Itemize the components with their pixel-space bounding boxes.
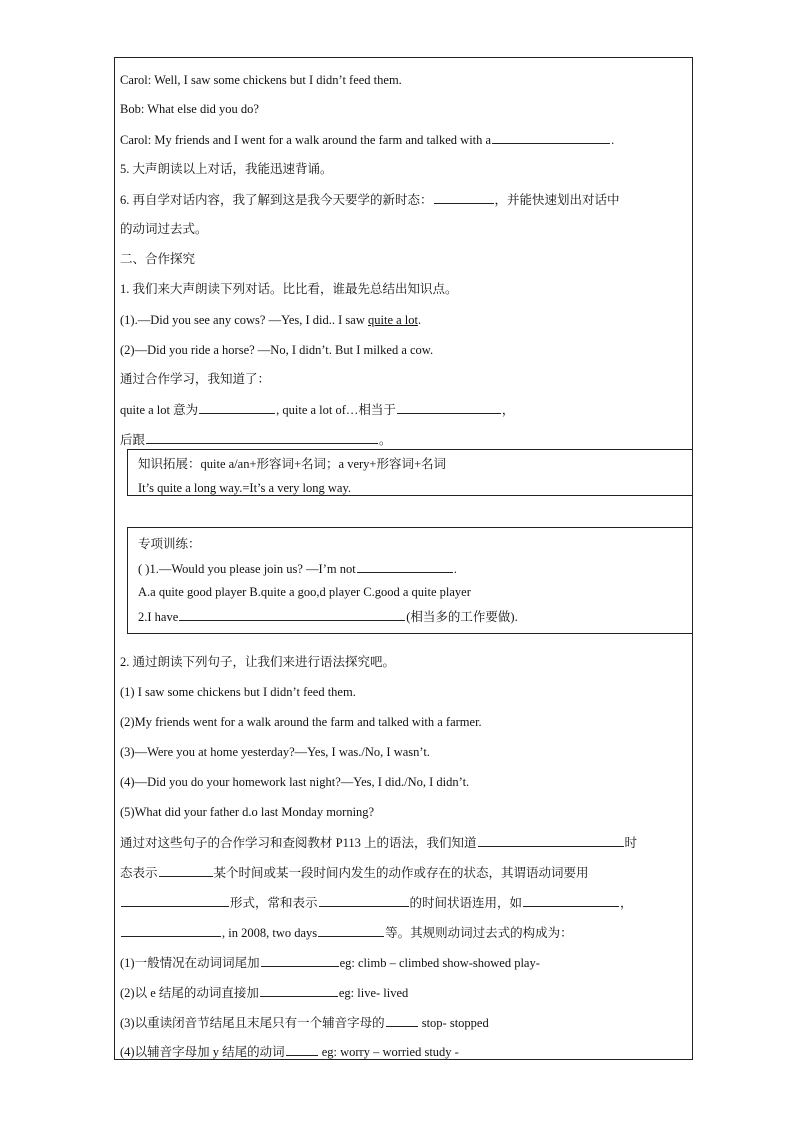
- rule-4: (4)以辅音字母加 y 结尾的动词 eg: worry – worried study -: [120, 1045, 459, 1059]
- rule-2: (2)以 e 结尾的动词直接加 eg: live- lived: [120, 986, 409, 1000]
- answer-blank[interactable]: [318, 924, 384, 937]
- dialogue-line-bob: Bob: What else did you do?: [120, 102, 259, 116]
- answer-blank[interactable]: [179, 608, 405, 621]
- special-training-box: [127, 527, 693, 634]
- dialogue-1: (1).—Did you see any cows? —Yes, I did.. I saw quite a lot.: [120, 313, 422, 327]
- grammar-para-4: , in 2008, two days 等。其规则动词过去式的构成为：: [120, 924, 573, 941]
- answer-blank[interactable]: [478, 834, 624, 847]
- answer-blank[interactable]: [199, 401, 275, 414]
- grammar-para-3: 形式，常和表示 的时间状语连用，如 ，: [120, 894, 633, 911]
- task-5: 5. 大声朗读以上对话，我能迅速背诵。: [120, 162, 333, 176]
- training-options: A.a quite good player B.quite a goo,d player C.good a quite player: [138, 585, 471, 599]
- knowledge-extension-box: [127, 449, 693, 496]
- answer-blank[interactable]: [492, 131, 610, 144]
- sentence-1: (1) I saw some chickens but I didn’t feed them.: [120, 685, 356, 699]
- task-6-cont: 的动词过去式。: [120, 222, 208, 236]
- answer-blank[interactable]: [434, 191, 494, 204]
- answer-blank[interactable]: [397, 401, 501, 414]
- question-2: 2. 通过朗读下列句子，让我们来进行语法探究吧。: [120, 655, 396, 669]
- answer-blank[interactable]: [386, 1014, 418, 1027]
- section-2-title: 二、合作探究: [120, 252, 196, 266]
- training-q1: ( )1.—Would you please join us? —I’m not .: [138, 562, 457, 576]
- extension-line-2: It’s quite a long way.=It’s a very long way.: [138, 481, 352, 495]
- training-title: 专项训练：: [138, 537, 201, 551]
- answer-blank[interactable]: [319, 894, 409, 907]
- dialogue-2: (2)—Did you ride a horse? —No, I didn’t. But I milked a cow.: [120, 343, 434, 357]
- dialogue-line-carol-1: Carol: Well, I saw some chickens but I didn’t feed them.: [120, 73, 402, 87]
- answer-blank[interactable]: [260, 984, 338, 997]
- sentence-4: (4)—Did you do your homework last night?—Yes, I did./No, I didn’t.: [120, 775, 470, 789]
- follow-line: 后跟 。: [120, 433, 392, 447]
- question-1: 1. 我们来大声朗读下列对话。比比看，谁最先总结出知识点。: [120, 282, 458, 296]
- task-6: 6. 再自学对话内容，我了解到这是我今天要学的新时态： ，并能快速划出对话中: [120, 193, 620, 207]
- grammar-para-1: 通过对这些句子的合作学习和查阅教材 P113 上的语法，我们知道 时: [120, 836, 638, 850]
- rule-3: (3)以重读闭音节结尾且末尾只有一个辅音字母的 stop- stopped: [120, 1016, 489, 1030]
- grammar-para-2: 态表示 某个时间或某一段时间内发生的动作或存在的状态，其谓语动词要用: [120, 866, 589, 880]
- answer-blank[interactable]: [286, 1043, 318, 1056]
- training-q2: 2.I have (相当多的工作要做).: [138, 610, 518, 624]
- answer-blank[interactable]: [523, 894, 619, 907]
- learned-line: 通过合作学习，我知道了：: [120, 372, 271, 386]
- answer-blank[interactable]: [357, 560, 453, 573]
- answer-blank[interactable]: [121, 924, 221, 937]
- rule-1: (1)一般情况在动词词尾加 eg: climb – climbed show-showed play-: [120, 956, 540, 970]
- answer-blank[interactable]: [121, 894, 229, 907]
- sentence-3: (3)—Were you at home yesterday?—Yes, I was./No, I wasn’t.: [120, 745, 430, 759]
- quite-a-lot-line: quite a lot 意为 , quite a lot of…相当于 ，: [120, 403, 515, 417]
- extension-line-1: 知识拓展：quite a/an+形容词+名词；a very+形容词+名词: [138, 457, 447, 471]
- answer-blank[interactable]: [261, 954, 339, 967]
- answer-blank[interactable]: [159, 864, 213, 877]
- answer-blank[interactable]: [146, 431, 378, 444]
- sentence-5: (5)What did your father d.o last Monday morning?: [120, 805, 375, 819]
- dialogue-line-carol-2: Carol: My friends and I went for a walk around the farm and talked with a .: [120, 133, 615, 147]
- sentence-2: (2)My friends went for a walk around the farm and talked with a farmer.: [120, 715, 482, 729]
